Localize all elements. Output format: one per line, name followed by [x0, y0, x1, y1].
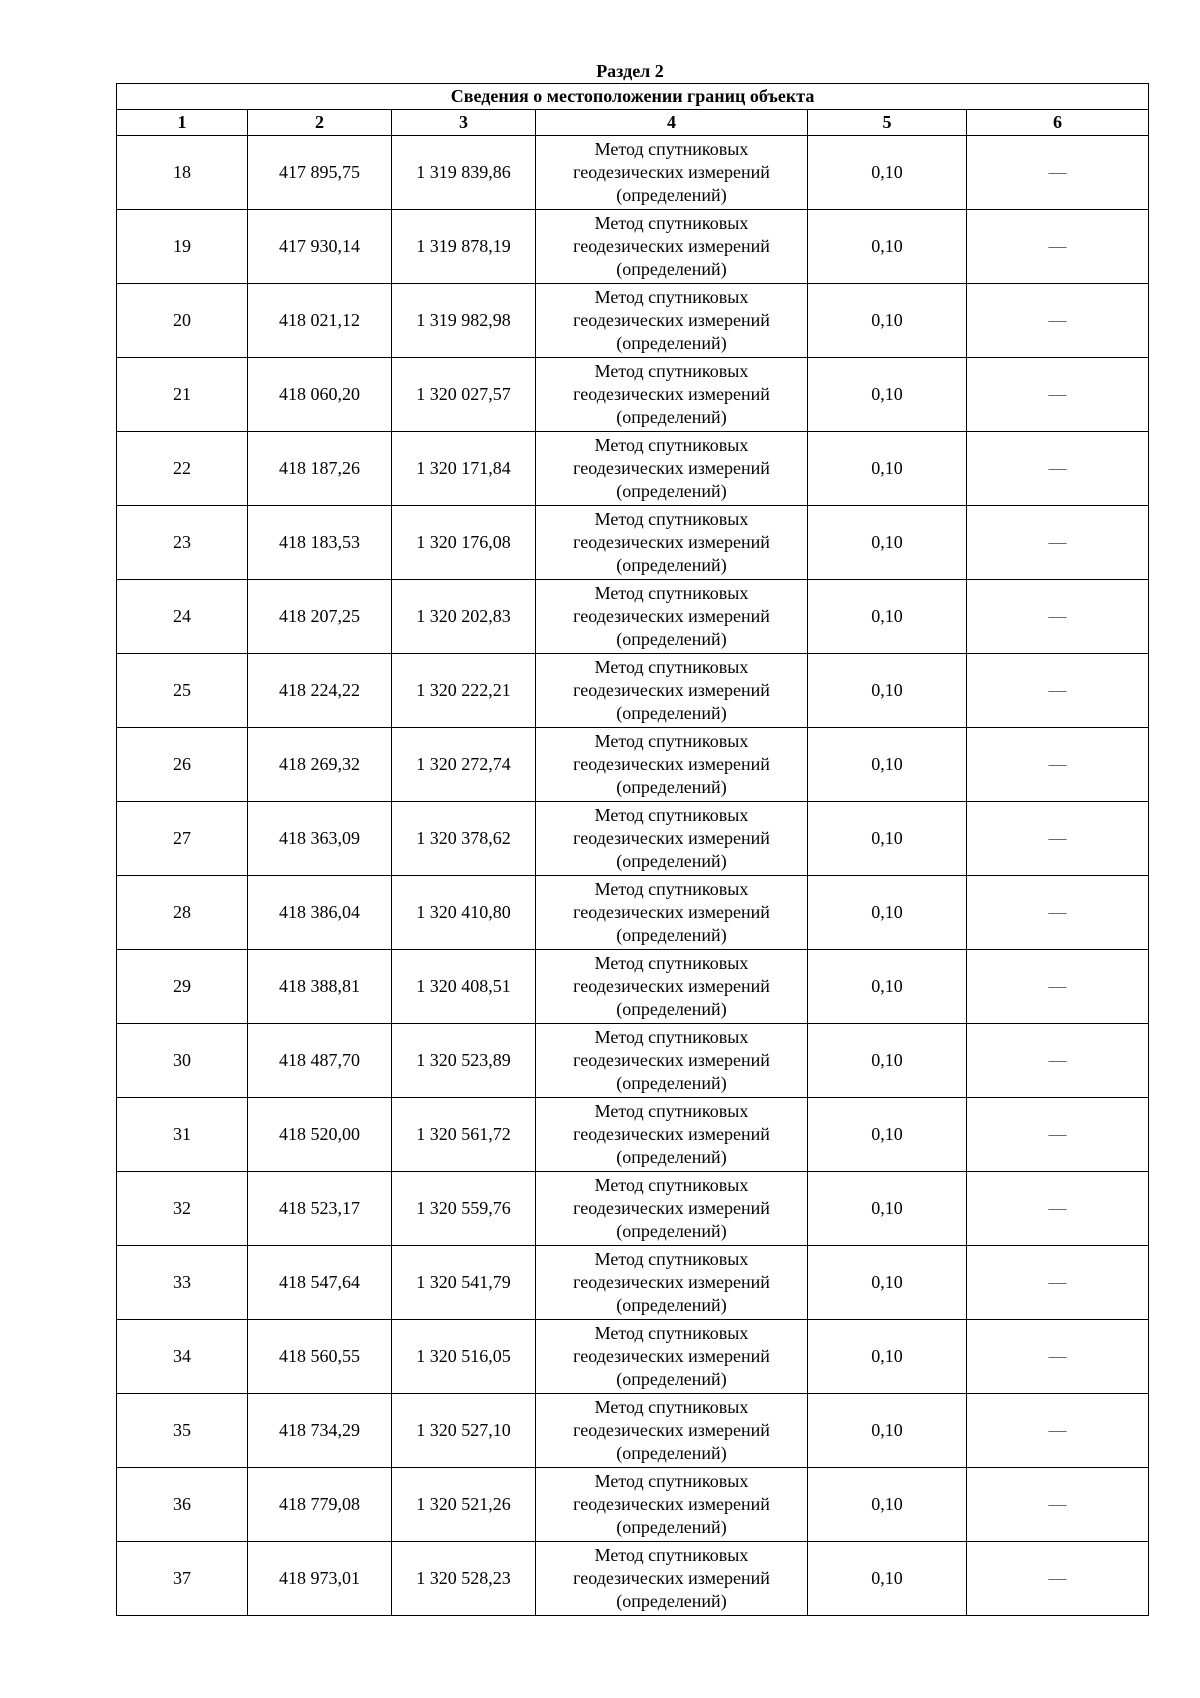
note-cell: — — [967, 950, 1149, 1024]
table-row — [117, 1098, 1149, 1172]
note-cell: — — [967, 1098, 1149, 1172]
table-row — [117, 728, 1149, 802]
table-row — [117, 1024, 1149, 1098]
precision-cell: 0,10 — [808, 358, 967, 432]
point-number-cell: 37 — [117, 1542, 248, 1616]
method-line: геодезических измерений — [573, 1050, 770, 1070]
point-number-cell: 30 — [117, 1024, 248, 1098]
table-row — [117, 1468, 1149, 1542]
method-line: (определений) — [616, 1073, 727, 1093]
column-number-row — [117, 110, 1149, 136]
method-cell — [536, 1468, 808, 1542]
method-line: геодезических измерений — [573, 1272, 770, 1292]
method-line: геодезических измерений — [573, 1198, 770, 1218]
method-line: Метод спутниковых — [594, 213, 749, 233]
y-coordinate-cell: 1 320 541,79 — [392, 1246, 536, 1320]
method-cell — [536, 802, 808, 876]
method-line: Метод спутниковых — [594, 1471, 749, 1491]
point-number-cell: 22 — [117, 432, 248, 506]
x-coordinate-cell: 418 388,81 — [248, 950, 392, 1024]
x-coordinate-cell: 418 523,17 — [248, 1172, 392, 1246]
method-line: геодезических измерений — [573, 1568, 770, 1588]
y-coordinate-cell: 1 319 839,86 — [392, 136, 536, 210]
note-cell: — — [967, 358, 1149, 432]
precision-cell: 0,10 — [808, 210, 967, 284]
method-cell — [536, 1394, 808, 1468]
column-number-2: 2 — [248, 110, 392, 136]
point-number-cell: 18 — [117, 136, 248, 210]
y-coordinate-cell: 1 319 982,98 — [392, 284, 536, 358]
method-line: Метод спутниковых — [594, 731, 749, 751]
precision-cell: 0,10 — [808, 1098, 967, 1172]
table-row — [117, 1542, 1149, 1616]
method-line: (определений) — [616, 481, 727, 501]
x-coordinate-cell: 417 895,75 — [248, 136, 392, 210]
table-row — [117, 1320, 1149, 1394]
table-body — [117, 136, 1149, 1616]
x-coordinate-cell: 418 207,25 — [248, 580, 392, 654]
method-line: (определений) — [616, 185, 727, 205]
method-line: (определений) — [616, 555, 727, 575]
method-line: (определений) — [616, 1369, 727, 1389]
method-cell — [536, 1246, 808, 1320]
method-line: Метод спутниковых — [594, 953, 749, 973]
point-number-cell: 36 — [117, 1468, 248, 1542]
note-cell: — — [967, 580, 1149, 654]
x-coordinate-cell: 418 560,55 — [248, 1320, 392, 1394]
method-line: геодезических измерений — [573, 680, 770, 700]
table-row — [117, 136, 1149, 210]
note-cell: — — [967, 506, 1149, 580]
method-cell — [536, 506, 808, 580]
column-number-3: 3 — [392, 110, 536, 136]
method-line: Метод спутниковых — [594, 879, 749, 899]
x-coordinate-cell: 418 183,53 — [248, 506, 392, 580]
section-heading: Раздел 2 — [596, 61, 664, 81]
y-coordinate-cell: 1 320 521,26 — [392, 1468, 536, 1542]
precision-cell: 0,10 — [808, 1246, 967, 1320]
method-line: Метод спутниковых — [594, 139, 749, 159]
method-line: (определений) — [616, 259, 727, 279]
method-cell — [536, 284, 808, 358]
y-coordinate-cell: 1 320 527,10 — [392, 1394, 536, 1468]
method-line: Метод спутниковых — [594, 657, 749, 677]
method-cell — [536, 1172, 808, 1246]
x-coordinate-cell: 418 973,01 — [248, 1542, 392, 1616]
precision-cell: 0,10 — [808, 654, 967, 728]
point-number-cell: 21 — [117, 358, 248, 432]
method-line: Метод спутниковых — [594, 1323, 749, 1343]
table-row — [117, 580, 1149, 654]
method-cell — [536, 876, 808, 950]
point-number-cell: 27 — [117, 802, 248, 876]
precision-cell: 0,10 — [808, 136, 967, 210]
method-line: (определений) — [616, 629, 727, 649]
method-line: геодезических измерений — [573, 754, 770, 774]
note-cell: — — [967, 1320, 1149, 1394]
method-line: геодезических измерений — [573, 606, 770, 626]
table-row — [117, 802, 1149, 876]
method-line: (определений) — [616, 333, 727, 353]
method-line: геодезических измерений — [573, 458, 770, 478]
method-line: геодезических измерений — [573, 162, 770, 182]
precision-cell: 0,10 — [808, 1394, 967, 1468]
method-cell — [536, 432, 808, 506]
point-number-cell: 26 — [117, 728, 248, 802]
precision-cell: 0,10 — [808, 580, 967, 654]
method-line: Метод спутниковых — [594, 509, 749, 529]
x-coordinate-cell: 418 021,12 — [248, 284, 392, 358]
x-coordinate-cell: 418 386,04 — [248, 876, 392, 950]
x-coordinate-cell: 418 060,20 — [248, 358, 392, 432]
method-cell — [536, 1320, 808, 1394]
y-coordinate-cell: 1 320 516,05 — [392, 1320, 536, 1394]
precision-cell: 0,10 — [808, 728, 967, 802]
note-cell: — — [967, 136, 1149, 210]
method-line: (определений) — [616, 1221, 727, 1241]
y-coordinate-cell: 1 319 878,19 — [392, 210, 536, 284]
precision-cell: 0,10 — [808, 506, 967, 580]
point-number-cell: 32 — [117, 1172, 248, 1246]
table-row — [117, 1246, 1149, 1320]
note-cell: — — [967, 654, 1149, 728]
precision-cell: 0,10 — [808, 284, 967, 358]
method-line: геодезических измерений — [573, 310, 770, 330]
boundary-table — [116, 83, 1149, 1616]
y-coordinate-cell: 1 320 408,51 — [392, 950, 536, 1024]
method-line: геодезических измерений — [573, 236, 770, 256]
table-row — [117, 1172, 1149, 1246]
method-cell — [536, 950, 808, 1024]
method-line: (определений) — [616, 999, 727, 1019]
table-row — [117, 358, 1149, 432]
x-coordinate-cell: 418 224,22 — [248, 654, 392, 728]
method-cell — [536, 1098, 808, 1172]
precision-cell: 0,10 — [808, 1172, 967, 1246]
method-line: Метод спутниковых — [594, 435, 749, 455]
method-line: (определений) — [616, 1147, 727, 1167]
method-cell — [536, 136, 808, 210]
precision-cell: 0,10 — [808, 876, 967, 950]
precision-cell: 0,10 — [808, 1468, 967, 1542]
method-line: геодезических измерений — [573, 828, 770, 848]
table-row — [117, 950, 1149, 1024]
column-number-6: 6 — [967, 110, 1149, 136]
method-line: геодезических измерений — [573, 1420, 770, 1440]
method-line: (определений) — [616, 703, 727, 723]
column-number-4: 4 — [536, 110, 808, 136]
method-line: (определений) — [616, 407, 727, 427]
method-line: Метод спутниковых — [594, 1545, 749, 1565]
x-coordinate-cell: 418 779,08 — [248, 1468, 392, 1542]
method-line: (определений) — [616, 1517, 727, 1537]
precision-cell: 0,10 — [808, 1024, 967, 1098]
precision-cell: 0,10 — [808, 1542, 967, 1616]
note-cell: — — [967, 728, 1149, 802]
x-coordinate-cell: 418 547,64 — [248, 1246, 392, 1320]
note-cell: — — [967, 210, 1149, 284]
method-cell — [536, 654, 808, 728]
point-number-cell: 23 — [117, 506, 248, 580]
method-line: (определений) — [616, 1295, 727, 1315]
table-row — [117, 1394, 1149, 1468]
method-line: геодезических измерений — [573, 1124, 770, 1144]
y-coordinate-cell: 1 320 410,80 — [392, 876, 536, 950]
table-row — [117, 284, 1149, 358]
note-cell: — — [967, 1468, 1149, 1542]
method-line: геодезических измерений — [573, 976, 770, 996]
method-cell — [536, 1542, 808, 1616]
method-line: (определений) — [616, 851, 727, 871]
method-line: (определений) — [616, 777, 727, 797]
point-number-cell: 20 — [117, 284, 248, 358]
note-cell: — — [967, 1394, 1149, 1468]
method-cell — [536, 1024, 808, 1098]
precision-cell: 0,10 — [808, 1320, 967, 1394]
method-line: (определений) — [616, 1443, 727, 1463]
point-number-cell: 24 — [117, 580, 248, 654]
y-coordinate-cell: 1 320 027,57 — [392, 358, 536, 432]
point-number-cell: 33 — [117, 1246, 248, 1320]
note-cell: — — [967, 1024, 1149, 1098]
y-coordinate-cell: 1 320 378,62 — [392, 802, 536, 876]
boundary-table-container — [116, 83, 1148, 1616]
method-line: Метод спутниковых — [594, 805, 749, 825]
method-line: (определений) — [616, 1591, 727, 1611]
point-number-cell: 25 — [117, 654, 248, 728]
table-row — [117, 210, 1149, 284]
y-coordinate-cell: 1 320 528,23 — [392, 1542, 536, 1616]
table-row — [117, 506, 1149, 580]
y-coordinate-cell: 1 320 202,83 — [392, 580, 536, 654]
y-coordinate-cell: 1 320 559,76 — [392, 1172, 536, 1246]
note-cell: — — [967, 284, 1149, 358]
method-line: Метод спутниковых — [594, 1027, 749, 1047]
method-line: Метод спутниковых — [594, 1397, 749, 1417]
y-coordinate-cell: 1 320 222,21 — [392, 654, 536, 728]
method-cell — [536, 210, 808, 284]
method-cell — [536, 580, 808, 654]
note-cell: — — [967, 1246, 1149, 1320]
method-line: (определений) — [616, 925, 727, 945]
method-line: Метод спутниковых — [594, 287, 749, 307]
x-coordinate-cell: 418 487,70 — [248, 1024, 392, 1098]
table-title-row — [117, 84, 1149, 110]
table-row — [117, 654, 1149, 728]
point-number-cell: 28 — [117, 876, 248, 950]
x-coordinate-cell: 418 734,29 — [248, 1394, 392, 1468]
method-line: Метод спутниковых — [594, 1249, 749, 1269]
method-cell — [536, 728, 808, 802]
column-number-1: 1 — [117, 110, 248, 136]
precision-cell: 0,10 — [808, 950, 967, 1024]
precision-cell: 0,10 — [808, 432, 967, 506]
x-coordinate-cell: 418 269,32 — [248, 728, 392, 802]
y-coordinate-cell: 1 320 561,72 — [392, 1098, 536, 1172]
note-cell: — — [967, 876, 1149, 950]
table-row — [117, 432, 1149, 506]
y-coordinate-cell: 1 320 171,84 — [392, 432, 536, 506]
method-line: геодезических измерений — [573, 902, 770, 922]
method-line: геодезических измерений — [573, 1494, 770, 1514]
method-line: геодезических измерений — [573, 384, 770, 404]
method-line: геодезических измерений — [573, 1346, 770, 1366]
point-number-cell: 29 — [117, 950, 248, 1024]
point-number-cell: 19 — [117, 210, 248, 284]
x-coordinate-cell: 417 930,14 — [248, 210, 392, 284]
precision-cell: 0,10 — [808, 802, 967, 876]
method-line: Метод спутниковых — [594, 1101, 749, 1121]
table-row — [117, 876, 1149, 950]
table-title: Сведения о местоположении границ объекта — [117, 84, 1149, 110]
method-line: Метод спутниковых — [594, 1175, 749, 1195]
point-number-cell: 35 — [117, 1394, 248, 1468]
method-line: геодезических измерений — [573, 532, 770, 552]
method-line: Метод спутниковых — [594, 583, 749, 603]
note-cell: — — [967, 1542, 1149, 1616]
x-coordinate-cell: 418 187,26 — [248, 432, 392, 506]
column-number-5: 5 — [808, 110, 967, 136]
x-coordinate-cell: 418 520,00 — [248, 1098, 392, 1172]
method-cell — [536, 358, 808, 432]
method-line: Метод спутниковых — [594, 361, 749, 381]
note-cell: — — [967, 1172, 1149, 1246]
point-number-cell: 31 — [117, 1098, 248, 1172]
x-coordinate-cell: 418 363,09 — [248, 802, 392, 876]
y-coordinate-cell: 1 320 272,74 — [392, 728, 536, 802]
y-coordinate-cell: 1 320 176,08 — [392, 506, 536, 580]
y-coordinate-cell: 1 320 523,89 — [392, 1024, 536, 1098]
note-cell: — — [967, 802, 1149, 876]
note-cell: — — [967, 432, 1149, 506]
point-number-cell: 34 — [117, 1320, 248, 1394]
